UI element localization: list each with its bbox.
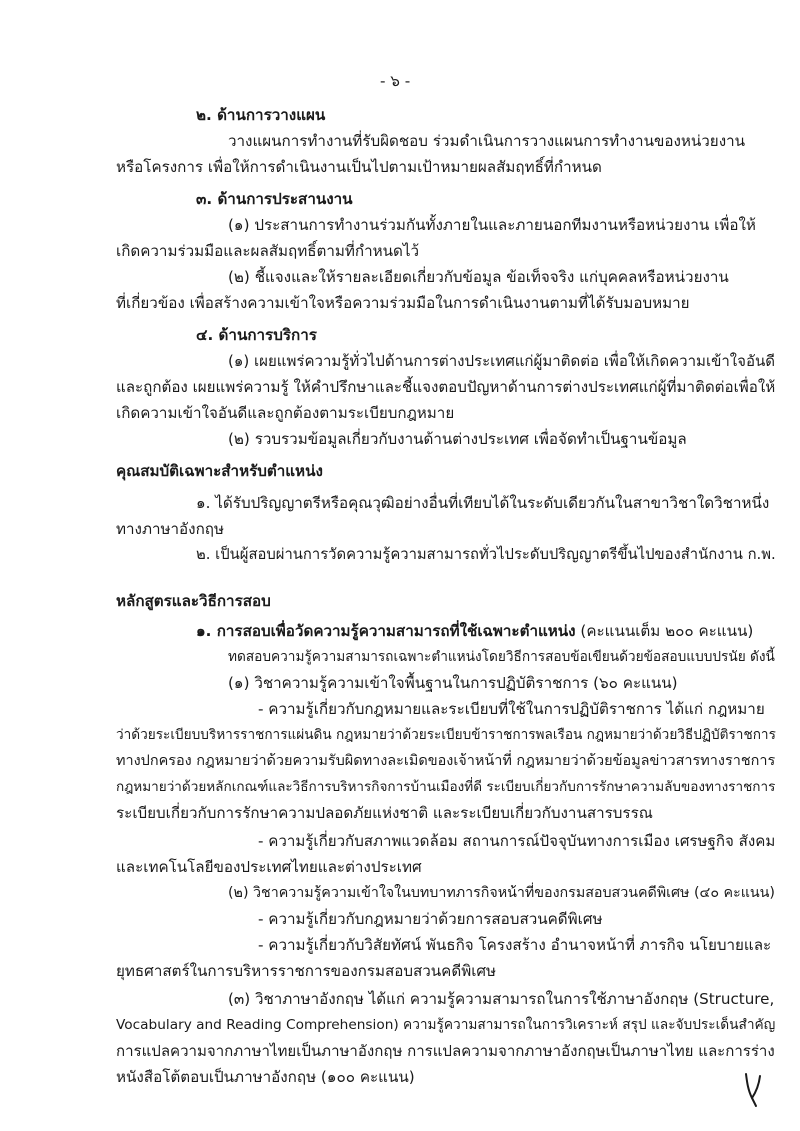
paragraph-line: (๑) ประสานการทำงานร่วมกันทั้งภายในและภายนอกทีมงานหรือหน่วยงาน เพื่อให้: [228, 216, 756, 234]
paragraph-line: ทางปกครอง กฎหมายว่าด้วยความรับผิดทางละเมิดของเจ้าหน้าที่ กฎหมายว่าด้วยข้อมูลข่าวสารทางราชการ: [116, 753, 776, 769]
paragraph-line: หรือโครงการ เพื่อให้การดำเนินงานเป็นไปตามเป้าหมายผลสัมฤทธิ์ที่กำหนด: [116, 158, 602, 176]
subject-2-title: (๒) วิชาความรู้ความเข้าใจในบทบาทภารกิจหน้าที่ของกรมสอบสวนคดีพิเศษ (๔๐ คะแนน): [228, 885, 775, 901]
paragraph-line: และเทคโนโลยีของประเทศไทยและต่างประเทศ: [116, 858, 422, 876]
paragraph-line: ที่เกี่ยวข้อง เพื่อสร้างความเข้าใจหรือความร่วมมือในการดำเนินงานตามที่ได้รับมอบหมาย: [116, 294, 690, 312]
paragraph-line: ระเบียบเกี่ยวกับการรักษาความปลอดภัยแห่งชาติ และระเบียบเกี่ยวกับงานสารบรรณ: [116, 804, 653, 822]
heading-planning: ๒. ด้านการวางแผน: [196, 106, 326, 124]
paragraph-line: - ความรู้เกี่ยวกับกฎหมายและระเบียบที่ใช้ในการปฏิบัติราชการ ได้แก่ กฎหมาย: [258, 700, 765, 718]
paragraph-line: เกิดความเข้าใจอันดีและถูกต้องตามระเบียบกฎหมาย: [116, 404, 455, 422]
paragraph-line: หนังสือโต้ตอบเป็นภาษาอังกฤษ (๑๐๐ คะแนน): [116, 1068, 415, 1086]
subject-1-title: (๑) วิชาความรู้ความเข้าใจพื้นฐานในการปฏิบัติราชการ (๖๐ คะแนน): [228, 674, 678, 692]
paragraph-line: การแปลความจากภาษาไทยเป็นภาษาอังกฤษ การแปลความจากภาษาอังกฤษเป็นภาษาไทย และการร่าง: [116, 1042, 775, 1060]
subject-3-title: (๓) วิชาภาษาอังกฤษ ได้แก่ ความรู้ความสามารถในการใช้ภาษาอังกฤษ (Structure,: [228, 990, 775, 1008]
paragraph-line: ๑. ได้รับปริญญาตรีหรือคุณวุฒิอย่างอื่นที่เทียบได้ในระดับเดียวกันในสาขาวิชาใดวิชาหนึ่ง: [196, 494, 770, 512]
heading-qualifications: คุณสมบัติเฉพาะสำหรับตำแหน่ง: [116, 462, 323, 480]
paragraph-line: และถูกต้อง เผยแพร่ความรู้ ให้คำปรึกษาและชี้แจงตอบปัญหาด้านการต่างประเทศแก่ผู้ที่มาติดต่อเพื่อให้: [116, 378, 776, 396]
heading-curriculum: หลักสูตรและวิธีการสอบ: [116, 592, 271, 610]
paragraph-line: (๑) เผยแพร่ความรู้ทั่วไปด้านการต่างประเทศแก่ผู้มาติดต่อ เพื่อให้เกิดความเข้าใจอันดี: [228, 352, 776, 370]
paragraph-line: (๒) รวบรวมข้อมูลเกี่ยวกับงานด้านต่างประเทศ เพื่อจัดทำเป็นฐานข้อมูล: [228, 430, 687, 448]
paragraph-line: เกิดความร่วมมือและผลสัมฤทธิ์ตามที่กำหนดไว้: [116, 242, 420, 260]
handwritten-initial-mark: [738, 1068, 768, 1108]
paragraph-line: ว่าด้วยระเบียบบริหารราชการแผ่นดิน กฎหมายว่าด้วยระเบียบข้าราชการพลเรือน กฎหมายว่าด้วยวิธีปฏิบัติราชการ: [116, 727, 776, 743]
exam-1-title: ๑. การสอบเพื่อวัดความรู้ความสามารถที่ใช้เฉพาะตำแหน่ง: [196, 622, 576, 640]
heading-coordination: ๓. ด้านการประสานงาน: [196, 190, 353, 208]
page-number: - ๖ -: [380, 72, 411, 90]
exam-1-heading: [196, 620, 753, 642]
heading-service: ๔. ด้านการบริการ: [196, 326, 317, 344]
paragraph-line: Vocabulary and Reading Comprehension) ความรู้ความสามารถในการวิเคราะห์ สรุป และจับประเด็นสำคัญ: [116, 1017, 776, 1033]
paragraph-line: ทางภาษาอังกฤษ: [116, 520, 224, 538]
paragraph-line: ๒. เป็นผู้สอบผ่านการวัดความรู้ความสามารถทั่วไประดับปริญญาตรีขึ้นไปของสำนักงาน ก.พ.: [196, 546, 776, 563]
paragraph-line: วางแผนการทำงานที่รับผิดชอบ ร่วมดำเนินการวางแผนการทำงานของหน่วยงาน: [228, 132, 746, 150]
paragraph-line: (๒) ชี้แจงและให้รายละเอียดเกี่ยวกับข้อมูล ข้อเท็จจริง แก่บุคคลหรือหน่วยงาน: [228, 268, 729, 286]
exam-1-score: (คะแนนเต็ม ๒๐๐ คะแนน): [575, 622, 754, 640]
paragraph-line: กฎหมายว่าด้วยหลักเกณฑ์และวิธีการบริหารกิจการบ้านเมืองที่ดี ระเบียบเกี่ยวกับการรักษาความลับของทางราชการ: [116, 779, 776, 795]
paragraph-line: - ความรู้เกี่ยวกับสภาพแวดล้อม สถานการณ์ปัจจุบันทางการเมือง เศรษฐกิจ สังคม: [258, 832, 776, 850]
paragraph-line: - ความรู้เกี่ยวกับกฎหมายว่าด้วยการสอบสวนคดีพิเศษ: [258, 910, 603, 928]
paragraph-line: ยุทธศาสตร์ในการบริหารราชการของกรมสอบสวนคดีพิเศษ: [116, 962, 497, 980]
paragraph-line: ทดสอบความรู้ความสามารถเฉพาะตำแหน่งโดยวิธีการสอบข้อเขียนด้วยข้อสอบแบบปรนัย ดังนี้: [228, 649, 775, 665]
paragraph-line: - ความรู้เกี่ยวกับวิสัยทัศน์ พันธกิจ โครงสร้าง อำนาจหน้าที่ ภารกิจ นโยบายและ: [258, 936, 772, 954]
